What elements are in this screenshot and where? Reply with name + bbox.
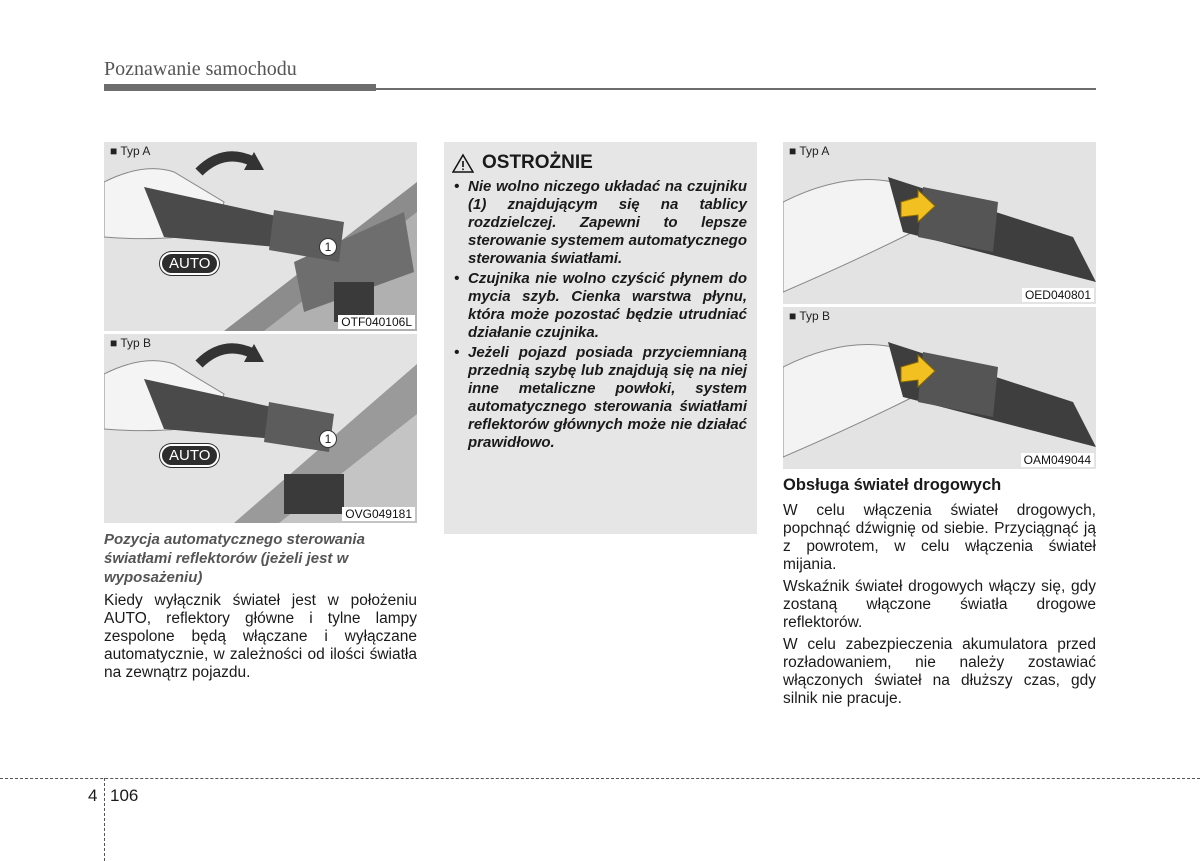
body-paragraph: Wskaźnik świateł drogowych włączy się, gdy zostaną włączone światła drogowe reflektorów. [783, 578, 1096, 631]
caution-item: • Jeżeli pojazd posiada przyciemnianą przednią szybę lub znajdują się na niej inne metaliczne powłoki, system automatycznego sterowania światłami reflektorów głównych może nie działać prawidłowo. [452, 344, 747, 452]
auto-badge: AUTO [160, 252, 219, 275]
section-heading: Obsługa świateł drogowych [783, 476, 1002, 494]
body-paragraph: W celu włączenia świateł drogowych, popchnąć dźwignię od siebie. Przyciągnąć ją z powrotem, w celu włączenia świateł mijania. [783, 502, 1096, 573]
hand-lever-illustration [783, 307, 1096, 469]
caution-box [444, 142, 757, 534]
figure-code: OED040801 [1022, 288, 1094, 302]
page-header-title: Poznawanie samochodu [104, 58, 297, 80]
figure-auto-type-b [104, 334, 417, 523]
hand-lever-illustration [783, 142, 1096, 304]
sensor-callout: 1 [319, 430, 337, 448]
figure-code: OTF040106L [338, 315, 415, 329]
figure-code: OVG049181 [342, 507, 415, 521]
caution-title: OSTROŻNIE [482, 152, 593, 173]
caution-item: • Nie wolno niczego układać na czujniku (1) znajdującym się na tablicy rozdzielczej. Zapewni to lepsze sterowanie systemem automatycznego sterowania światłami. [452, 178, 747, 268]
footer-vertical-divider [104, 778, 105, 861]
lever-illustration [104, 142, 417, 331]
caution-list [452, 178, 747, 454]
page-number: 106 [110, 786, 139, 805]
figure-label: ■ Typ A [789, 144, 830, 158]
header-rule-thin [376, 88, 1096, 90]
header-rule-thick [104, 84, 376, 91]
sensor-callout: 1 [319, 238, 337, 256]
figure-label: ■ Typ B [789, 309, 831, 323]
figure-label: ■ Typ A [110, 144, 151, 158]
warning-icon [452, 153, 474, 173]
figure-auto-type-a [104, 142, 417, 331]
body-paragraph: Kiedy wyłącznik świateł jest w położeniu AUTO, reflektory główne i tylne lampy zespolone będą włączane i wyłączane automatycznie, w zależności od ilości światła na zewnątrz pojazdu. [104, 592, 417, 681]
figure-code: OAM049044 [1021, 453, 1094, 467]
figure-label: ■ Typ B [110, 336, 152, 350]
lever-illustration [104, 334, 417, 523]
chapter-number: 4 [88, 786, 98, 805]
footer-divider [0, 778, 1200, 779]
caution-header [452, 152, 593, 174]
body-paragraph: W celu zabezpieczenia akumulatora przed rozładowaniem, nie należy zostawiać włączonych świateł na dłuższy czas, gdy silnik nie pracuje. [783, 636, 1096, 707]
auto-badge: AUTO [160, 444, 219, 467]
figure-highbeam-type-b [783, 307, 1096, 469]
figure-caption: Pozycja automatycznego sterowania światłami reflektorów (jeżeli jest w wyposażeniu) [104, 531, 365, 586]
figure-highbeam-type-a [783, 142, 1096, 304]
caution-item: • Czujnika nie wolno czyścić płynem do mycia szyb. Cienka warstwa płynu, która może pozostać będzie utrudniać działanie czujnika. [452, 270, 747, 342]
